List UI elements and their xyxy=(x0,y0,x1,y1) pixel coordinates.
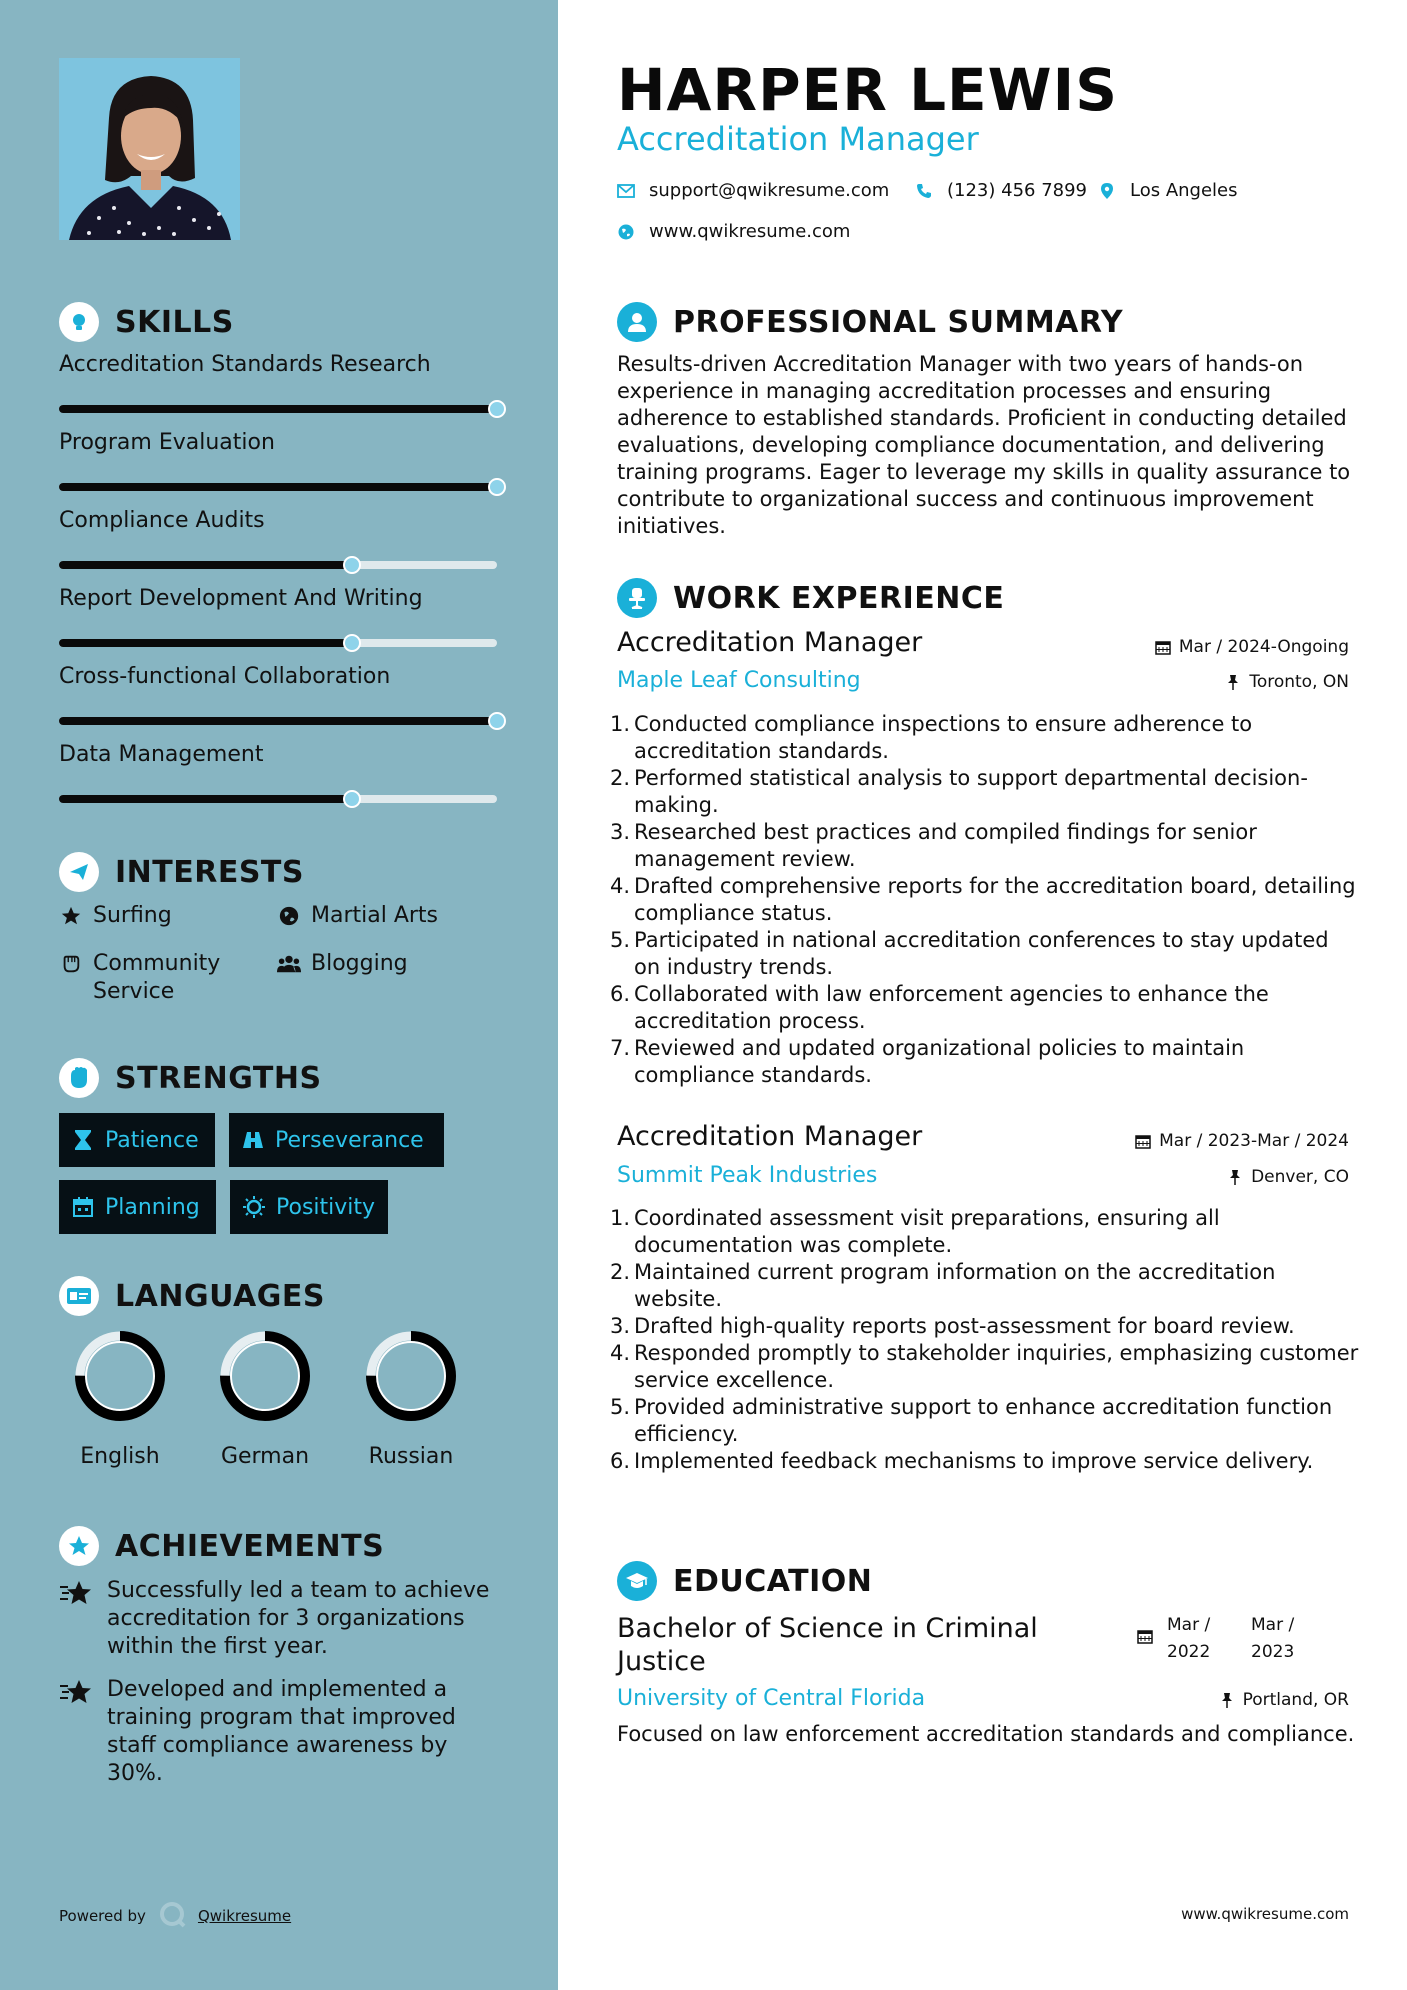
duty-text: Implemented feedback mechanisms to improve service delivery. xyxy=(634,1449,1314,1473)
duty-item xyxy=(608,711,1360,765)
skill-item xyxy=(59,508,499,533)
duty-number: 1. xyxy=(609,712,630,736)
hand-icon xyxy=(59,950,83,978)
education-description: Focused on law enforcement accreditation standards and compliance. xyxy=(617,1722,1355,1746)
interest-item: Surfing xyxy=(59,902,172,930)
star-icon xyxy=(59,902,83,930)
graduation-cap-icon xyxy=(617,1561,657,1601)
job-location: Toronto, ON xyxy=(1225,672,1349,692)
pushpin-icon xyxy=(1219,1692,1235,1708)
duty-item xyxy=(608,1394,1360,1448)
duty-item xyxy=(608,1448,1360,1475)
duty-text: Responded promptly to stakeholder inquiries, emphasizing customer service excellence. xyxy=(634,1341,1359,1392)
candidate-name: HARPER LEWIS xyxy=(617,56,1118,124)
skill-name: Report Development And Writing xyxy=(59,586,423,611)
phone-icon xyxy=(915,182,933,200)
duty-item xyxy=(608,981,1360,1035)
duty-text: Coordinated assessment visit preparations, ensuring all documentation was complete. xyxy=(634,1206,1220,1257)
calendar-icon xyxy=(1135,1133,1151,1149)
duty-text: Provided administrative support to enhance accreditation function efficiency. xyxy=(634,1395,1333,1446)
language-level-ring xyxy=(365,1330,457,1422)
duty-text: Conducted compliance inspections to ensure adherence to accreditation standards. xyxy=(634,712,1253,763)
language-name: English xyxy=(80,1444,160,1469)
contact-website xyxy=(617,221,850,242)
candidate-role: Accreditation Manager xyxy=(617,120,979,158)
duty-number: 5. xyxy=(609,1395,630,1419)
skill-name: Accreditation Standards Research xyxy=(59,352,431,377)
language-ring-inner xyxy=(231,1342,299,1410)
sidebar xyxy=(0,0,558,1990)
interests-heading: INTERESTS xyxy=(59,852,304,892)
duty-item xyxy=(608,1035,1360,1089)
duty-number: 3. xyxy=(609,820,630,844)
envelope-icon xyxy=(617,182,635,200)
job-title: Accreditation Manager xyxy=(617,1121,923,1152)
lightbulb-icon xyxy=(59,302,99,342)
duty-number: 7. xyxy=(609,1036,630,1060)
achievement-item: Developed and implemented a training program that improved staff compliance awareness by 30%. xyxy=(59,1676,509,1788)
user-icon xyxy=(617,302,657,342)
skill-level-bar xyxy=(59,561,497,569)
education-dates xyxy=(1137,1612,1311,1666)
language-name: German xyxy=(220,1444,310,1469)
company-name: Maple Leaf Consulting xyxy=(617,668,861,693)
strength-tag: Patience xyxy=(59,1113,215,1167)
globe-icon xyxy=(277,902,301,930)
star-icon xyxy=(59,1678,93,1708)
contact-email xyxy=(617,180,889,201)
education-end: Mar / 2023 xyxy=(1251,1615,1295,1662)
duty-number: 5. xyxy=(609,928,630,952)
contact-location: Los Angeles xyxy=(1098,180,1238,201)
school-name: University of Central Florida xyxy=(617,1686,926,1711)
skill-level-fill xyxy=(59,639,352,647)
skill-item xyxy=(59,664,499,689)
skill-level-knob xyxy=(343,634,361,652)
degree-title: Bachelor of Science in Criminal Justice xyxy=(617,1613,1038,1677)
skill-level-bar xyxy=(59,717,497,725)
chair-icon xyxy=(617,578,657,618)
duty-number: 2. xyxy=(609,766,630,790)
duty-item xyxy=(608,1205,1360,1259)
skill-name: Cross-functional Collaboration xyxy=(59,664,391,689)
duty-text: Participated in national accreditation conferences to stay updated on industry trends. xyxy=(634,928,1329,979)
interest-item: Community Service xyxy=(59,950,259,1006)
job-dates: Mar / 2023-Mar / 2024 xyxy=(1135,1131,1349,1151)
duty-item xyxy=(608,927,1360,981)
skill-level-fill xyxy=(59,405,497,413)
id-card-icon xyxy=(59,1276,99,1316)
skill-item xyxy=(59,430,499,455)
star-badge-icon xyxy=(59,1526,99,1566)
duty-item xyxy=(608,1340,1360,1394)
duty-number: 2. xyxy=(609,1260,630,1284)
qwikresume-logo-icon xyxy=(158,1900,186,1932)
duty-text: Collaborated with law enforcement agencies to enhance the accreditation process. xyxy=(634,982,1269,1033)
phone-number[interactable]: (123) 456 7899 xyxy=(947,180,1088,201)
achievements-heading: ACHIEVEMENTS xyxy=(59,1526,384,1566)
job-title: Accreditation Manager xyxy=(617,627,923,658)
email-link[interactable]: support@qwikresume.com xyxy=(649,180,890,201)
job-dates: Mar / 2024-Ongoing xyxy=(1155,637,1349,657)
skill-level-knob xyxy=(343,790,361,808)
language-item xyxy=(45,1330,195,1469)
users-icon xyxy=(277,950,301,978)
language-ring-inner xyxy=(377,1342,445,1410)
education-start: Mar / 2022 xyxy=(1167,1615,1211,1662)
strength-tag: Perseverance xyxy=(229,1113,444,1167)
duty-item xyxy=(608,873,1360,927)
pushpin-icon xyxy=(1225,674,1241,690)
interest-item: Blogging xyxy=(277,950,408,978)
skill-name: Compliance Audits xyxy=(59,508,265,533)
company-name: Summit Peak Industries xyxy=(617,1163,878,1188)
strength-tag: Positivity xyxy=(230,1180,388,1234)
calendar-icon xyxy=(71,1195,95,1219)
education-location: Portland, OR xyxy=(1219,1690,1349,1710)
strength-tag: Planning xyxy=(59,1180,216,1234)
skill-name: Data Management xyxy=(59,742,264,767)
fist-icon xyxy=(59,1058,99,1098)
skill-item xyxy=(59,352,499,377)
globe-icon xyxy=(617,223,635,241)
star-icon xyxy=(59,1579,93,1609)
skills-heading: SKILLS xyxy=(59,302,234,342)
duty-text: Drafted comprehensive reports for the accreditation board, detailing compliance status. xyxy=(634,874,1356,925)
duty-text: Performed statistical analysis to support departmental decision-making. xyxy=(634,766,1308,817)
skill-level-knob xyxy=(488,712,506,730)
calendar-icon xyxy=(1137,1626,1153,1666)
skill-level-bar xyxy=(59,483,497,491)
duty-item xyxy=(608,1259,1360,1313)
summary-heading: PROFESSIONAL SUMMARY xyxy=(617,302,1123,342)
sun-icon xyxy=(242,1195,266,1219)
duty-text: Drafted high-quality reports post-assessment for board review. xyxy=(634,1314,1295,1338)
skill-level-bar xyxy=(59,795,497,803)
duty-text: Researched best practices and compiled findings for senior management review. xyxy=(634,820,1257,871)
duty-text: Reviewed and updated organizational policies to maintain compliance standards. xyxy=(634,1036,1245,1087)
duty-number: 3. xyxy=(609,1314,630,1338)
interest-item: Martial Arts xyxy=(277,902,438,930)
map-pin-icon xyxy=(1098,182,1116,200)
qwikresume-link[interactable]: Qwikresume xyxy=(197,1907,292,1925)
paper-plane-icon xyxy=(59,852,99,892)
powered-by: Powered by Qwikresume xyxy=(59,1900,291,1932)
duty-number: 6. xyxy=(609,982,630,1006)
duty-number: 4. xyxy=(609,874,630,898)
hourglass-icon xyxy=(71,1128,95,1152)
language-item xyxy=(336,1330,486,1469)
duty-text: Maintained current program information on the accreditation website. xyxy=(634,1260,1276,1311)
duty-number: 1. xyxy=(609,1206,630,1230)
skill-item xyxy=(59,742,499,767)
language-item xyxy=(190,1330,340,1469)
footer-website-link[interactable]: www.qwikresume.com xyxy=(1181,1905,1349,1923)
website-link[interactable]: www.qwikresume.com xyxy=(649,221,851,242)
skill-level-knob xyxy=(488,400,506,418)
education-heading: EDUCATION xyxy=(617,1561,872,1601)
binoculars-icon xyxy=(241,1128,265,1152)
duty-number: 6. xyxy=(609,1449,630,1473)
calendar-icon xyxy=(1155,639,1171,655)
duty-number: 4. xyxy=(609,1341,630,1365)
skill-level-fill xyxy=(59,717,497,725)
duty-item xyxy=(608,1313,1360,1340)
experience-heading: WORK EXPERIENCE xyxy=(617,578,1004,618)
job-duties xyxy=(608,711,1360,1089)
skill-level-bar xyxy=(59,639,497,647)
language-ring-inner xyxy=(86,1342,154,1410)
strengths-heading: STRENGTHS xyxy=(59,1058,322,1098)
skill-level-fill xyxy=(59,483,497,491)
summary-text: Results-driven Accreditation Manager with two years of hands-on experience in managing accreditation processes and ensuring adherence to established standards. Proficient in conducting detailed evaluations, developing compliance documentation, and delivering training programs. Eager to leverage my skills in quality assurance to contribute to organizational success and continuous improvement initiatives. xyxy=(617,352,1351,538)
duty-item xyxy=(608,819,1360,873)
job-duties xyxy=(608,1205,1360,1475)
duty-item xyxy=(608,765,1360,819)
skill-level-fill xyxy=(59,561,352,569)
language-level-ring xyxy=(74,1330,166,1422)
language-name: Russian xyxy=(368,1444,454,1469)
achievement-item: Successfully led a team to achieve accreditation for 3 organizations within the first year. xyxy=(59,1577,509,1661)
skill-name: Program Evaluation xyxy=(59,430,275,455)
languages-heading: LANGUAGES xyxy=(59,1276,325,1316)
language-level-ring xyxy=(219,1330,311,1422)
skill-level-knob xyxy=(488,478,506,496)
skill-level-knob xyxy=(343,556,361,574)
skill-level-bar xyxy=(59,405,497,413)
skill-level-fill xyxy=(59,795,352,803)
contact-phone xyxy=(915,180,1087,201)
pushpin-icon xyxy=(1227,1169,1243,1185)
job-location: Denver, CO xyxy=(1227,1167,1349,1187)
skill-item xyxy=(59,586,499,611)
profile-photo xyxy=(59,58,240,240)
